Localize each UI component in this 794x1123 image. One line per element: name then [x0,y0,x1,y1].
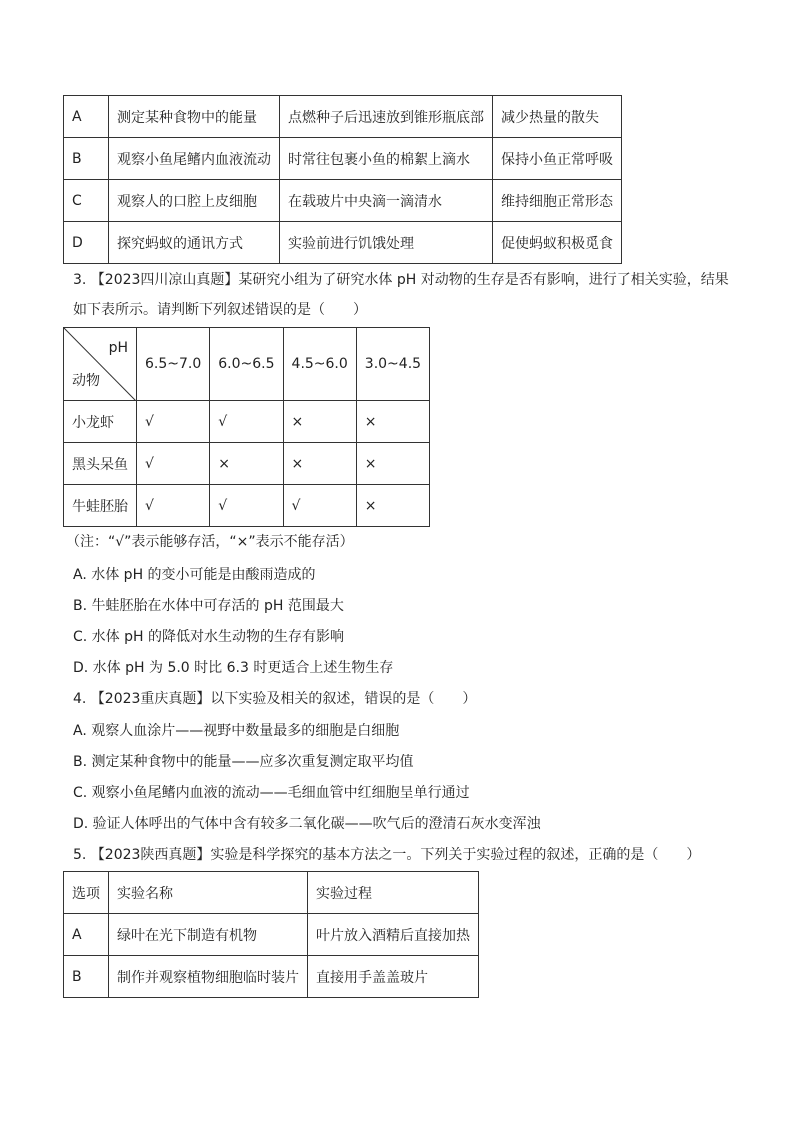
table-row [64,138,622,180]
table-cell: 时常往包裹小鱼的棉絮上滴水 [280,138,493,180]
table-row [64,401,430,443]
table-row [64,485,430,527]
table-cell: D [64,222,109,264]
table-cell: 减少热量的散失 [493,96,622,138]
table-cell: 测定某种食物中的能量 [109,96,280,138]
diagonal-header-cell [64,328,137,401]
table-cell: A [64,914,109,956]
table-cell: 小龙虾 [64,401,137,443]
ph-table [63,327,430,527]
question-3-option-c: C. 水体 pH 的降低对水生动物的生存有影响 [73,629,344,645]
table-cell: 牛蛙胚胎 [64,485,137,527]
column-header: 6.0~6.5 [210,328,283,401]
table-cell: √ [283,485,356,527]
column-header: 选项 [64,872,109,914]
table-cell: 黑头呆鱼 [64,443,137,485]
table-header-row [64,872,479,914]
question-4-option-c: C. 观察小鱼尾鳍内血液的流动——毛细血管中红细胞呈单行通过 [73,785,470,801]
table-cell: 促使蚂蚁积极觅食 [493,222,622,264]
table-cell: C [64,180,109,222]
question-4-option-d: D. 验证人体呼出的气体中含有较多二氧化碳——吹气后的澄清石灰水变浑浊 [73,816,541,832]
experiment-table-1 [63,95,622,264]
table-cell: √ [137,401,210,443]
table-cell: √ [210,485,283,527]
column-header: 实验过程 [308,872,479,914]
table-cell: × [356,443,429,485]
table-cell: 在载玻片中央滴一滴清水 [280,180,493,222]
header-animal-label: 动物 [72,373,100,389]
table-cell: × [283,401,356,443]
table-header-row [64,328,430,401]
table-cell: 叶片放入酒精后直接加热 [308,914,479,956]
table-cell: 保持小鱼正常呼吸 [493,138,622,180]
table-cell: 直接用手盖盖玻片 [308,956,479,998]
question-4-option-b: B. 测定某种食物中的能量——应多次重复测定取平均值 [73,754,414,770]
table-cell: √ [137,443,210,485]
question-3-option-a: A. 水体 pH 的变小可能是由酸雨造成的 [73,567,316,583]
header-ph-label: pH [108,340,128,356]
table-cell: × [356,485,429,527]
column-header: 实验名称 [109,872,308,914]
table-cell: × [283,443,356,485]
table-cell: 观察小鱼尾鳍内血液流动 [109,138,280,180]
column-header: 6.5~7.0 [137,328,210,401]
table-cell: √ [137,485,210,527]
table-cell: × [210,443,283,485]
table-cell: 维持细胞正常形态 [493,180,622,222]
table-cell: A [64,96,109,138]
table-cell: √ [210,401,283,443]
experiment-table-5 [63,871,479,998]
table-cell: × [356,401,429,443]
table-cell: 点燃种子后迅速放到锥形瓶底部 [280,96,493,138]
table-row [64,222,622,264]
table-cell: B [64,956,109,998]
table-cell: 实验前进行饥饿处理 [280,222,493,264]
table-cell: 探究蚂蚁的通讯方式 [109,222,280,264]
table-row [64,443,430,485]
question-4-stem: 4. 【2023重庆真题】以下实验及相关的叙述，错误的是（ ） [73,691,477,707]
table-row [64,914,479,956]
table-row [64,180,622,222]
question-3-option-b: B. 牛蛙胚胎在水体中可存活的 pH 范围最大 [73,598,344,614]
table-cell: B [64,138,109,180]
question-5-stem: 5. 【2023陕西真题】实验是科学探究的基本方法之一。下列关于实验过程的叙述，正确的是（ ） [73,847,701,863]
table-note: （注：“√”表示能够存活，“×”表示不能存活） [66,534,354,550]
question-3-option-d: D. 水体 pH 为 5.0 时比 6.3 时更适合上述生物生存 [73,660,394,676]
table-cell: 绿叶在光下制造有机物 [109,914,308,956]
question-3-stem-line-1: 3. 【2023四川凉山真题】某研究小组为了研究水体 pH 对动物的生存是否有影响，进行了相关实验，结果 [73,272,729,288]
table-row [64,956,479,998]
column-header: 4.5~6.0 [283,328,356,401]
question-3-stem-line-2: 如下表所示。请判断下列叙述错误的是（ ） [73,302,367,318]
table-cell: 观察人的口腔上皮细胞 [109,180,280,222]
column-header: 3.0~4.5 [356,328,429,401]
table-cell: 制作并观察植物细胞临时装片 [109,956,308,998]
question-4-option-a: A. 观察人血涂片——视野中数量最多的细胞是白细胞 [73,723,400,739]
table-row [64,96,622,138]
